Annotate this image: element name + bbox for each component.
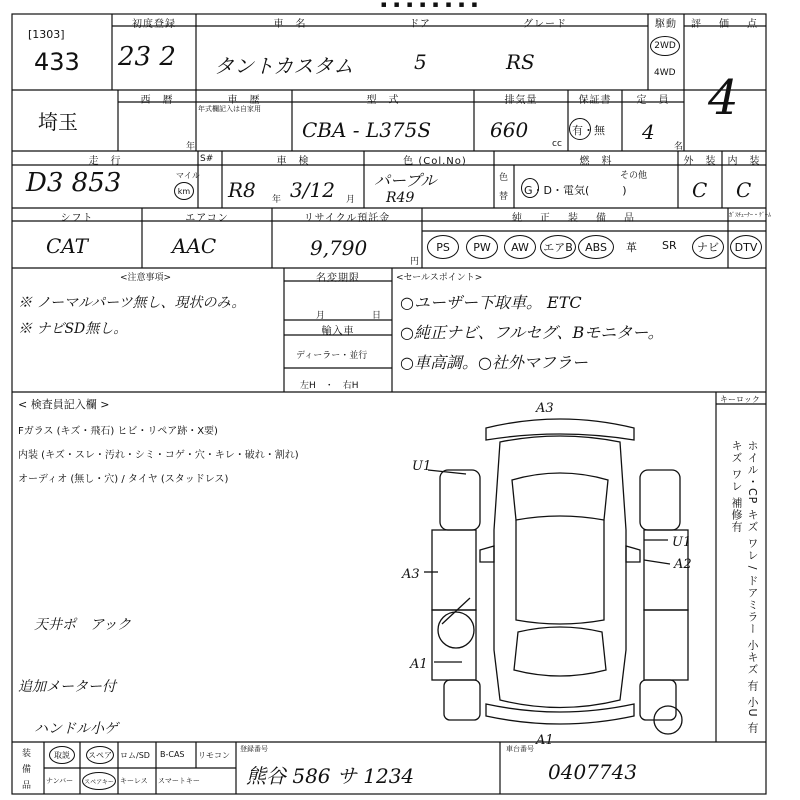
mileage-km: km (174, 182, 194, 200)
dealer-label: ディーラー・並行 (296, 351, 368, 361)
equipment-airbag: エアB (540, 235, 576, 259)
doors-value: 5 (414, 50, 427, 74)
steering-label: 左H ・ 右H (300, 381, 359, 391)
shift-value: CAT (46, 234, 88, 258)
ac-value: AAC (172, 234, 217, 258)
name-change-day: 日 (372, 311, 382, 321)
grade-value: RS (506, 50, 535, 74)
name-change-month: 月 (316, 311, 326, 321)
keylock-label: キーロック (720, 395, 760, 404)
model-value: CBA - L375S (302, 118, 432, 142)
history-note: 年式欄記入は自家用 (198, 105, 261, 113)
name-change-label: 名変期限 (316, 273, 360, 284)
inspection-era: R8 (228, 178, 256, 202)
caution-line-2: ※ ナビSD無し。 (18, 321, 128, 337)
inspection-header: < 検査員記入欄 > (18, 398, 110, 411)
s-label: S# (200, 154, 214, 164)
fuel-value: G・D・電気( ) (524, 184, 627, 197)
color-code: R49 (386, 190, 415, 206)
history-label: 車 歴 (227, 95, 261, 106)
exterior-value: C (692, 178, 708, 202)
audio-tire-line: オーディオ (無し・穴) / タイヤ (スタッドレス) (18, 474, 229, 485)
footer-spare-key: スペアキー (82, 772, 116, 790)
color-side-2: 替 (499, 192, 509, 202)
lot-code: [1303] (28, 28, 65, 41)
equipment-ps: PS (427, 235, 459, 259)
footer-rom-sd: ロム/SD (120, 751, 150, 760)
displacement-label: 排気量 (504, 95, 538, 106)
color-label: 色 (Col.No) (403, 156, 467, 167)
recycle-value: 9,790 (310, 236, 368, 260)
warranty-value: 有・無 (572, 124, 605, 137)
first-reg-value: 23 2 (118, 42, 176, 72)
region-value: 埼玉 (38, 110, 78, 134)
inspection-year-unit: 年 (272, 195, 282, 205)
drive-2wd: 2WD (650, 36, 680, 56)
grade-label: グレード (523, 19, 567, 30)
recycle-unit: 円 (410, 257, 420, 267)
footer-label-1: 装 (22, 749, 32, 759)
hw-note-2: 追加メーター付 (18, 679, 116, 695)
footer-keyless: キーレス (120, 777, 148, 785)
capacity-value: 4 (642, 120, 655, 144)
capacity-unit: 名 (674, 142, 684, 152)
recycle-label: リサイクル預託金 (303, 213, 391, 224)
footer-label-3: 品 (22, 781, 32, 791)
sales-label: <セールスポイント> (396, 273, 483, 283)
western-year-label: 西 暦 (140, 95, 174, 106)
car-name-value: タントカスタム (214, 54, 354, 78)
hw-note-1: 天井ポ アック (34, 617, 132, 633)
chassis-value: 0407743 (548, 760, 638, 784)
mark-u1-right: U1 (672, 535, 692, 550)
reg-number-value: 熊谷 586 サ 1234 (246, 764, 415, 788)
interior-condition-line: 内装 (キズ・スレ・汚れ・シミ・コゲ・穴・キレ・破れ・割れ) (18, 450, 299, 461)
color-side-1: 色 (499, 173, 509, 183)
glass-line: Fガラス (キズ・飛石) ヒビ・リペア跡・X要) (18, 426, 218, 437)
drive-4wd: 4WD (654, 68, 676, 78)
exterior-label: 外 装 (683, 156, 717, 167)
mileage-unit: マイル (176, 171, 200, 180)
side-legend: ホイル・CP キズ ワレ / ドアミラー 小キズ 有 小U 有 キズ ワレ 補修有 (730, 440, 759, 735)
inspection-date: 3/12 (290, 178, 335, 202)
equipment-navi: ナビ (692, 235, 724, 259)
color-value: パープル (374, 171, 437, 190)
mark-a1-left: A1 (410, 657, 428, 672)
chassis-label: 車台番号 (506, 745, 534, 753)
equipment-pw: PW (466, 235, 498, 259)
mark-a1-bottom: A1 (536, 733, 554, 745)
ac-label: エアコン (185, 213, 229, 224)
sales-line-3: ○車高調。○社外マフラー (400, 353, 588, 372)
fuel-other: その他 (620, 171, 648, 181)
interior-value: C (736, 178, 752, 202)
interior-label: 内 装 (727, 156, 761, 167)
displacement-unit: cc (552, 139, 562, 149)
caution-label: <注意事項> (120, 273, 172, 283)
import-label: 輸入車 (321, 326, 355, 337)
hw-note-3: ハンドル小ゲ (34, 721, 118, 737)
equipment-abs: ABS (578, 235, 614, 259)
mileage-label: 走 行 (88, 156, 122, 167)
footer-bcas: B-CAS (160, 750, 185, 759)
capacity-label: 定 員 (636, 95, 670, 106)
shift-label: シフト (60, 213, 94, 224)
equipment-leather: 革 (626, 241, 637, 254)
mark-a3-left: A3 (402, 567, 420, 582)
tuner-label: ｶﾞｽﾁｭｰﾅｰ・ｹﾞｰﾑ (729, 212, 772, 219)
model-label: 型 式 (366, 95, 400, 106)
equipment-label: 純 正 装 備 品 (512, 213, 638, 224)
displacement-value: 660 (490, 118, 529, 142)
equipment-aw: AW (504, 235, 536, 259)
title-fragment: ▪ ▪ ▪ ▪ ▪ ▪ ▪ ▪ (380, 0, 480, 10)
footer-number-plate: ナンバー (46, 777, 74, 785)
car-damage-diagram (400, 400, 720, 745)
caution-line-1: ※ ノーマルパーツ無し、現状のみ。 (18, 295, 246, 311)
doors-label: ドア (409, 19, 431, 30)
inspection-label: 車 検 (276, 156, 310, 167)
inspection-month-unit: 月 (346, 195, 356, 205)
mark-a3-top: A3 (536, 401, 554, 416)
fuel-label: 燃 料 (579, 156, 613, 167)
footer-label-2: 備 (22, 765, 32, 775)
sales-line-1: ○ユーザー下取車。 ETC (400, 293, 582, 312)
equipment-dtv: DTV (730, 235, 762, 259)
mark-u1-left: U1 (412, 459, 432, 474)
rating-value: 4 (708, 70, 739, 126)
footer-remote: リモコン (198, 751, 230, 760)
mark-a2-right: A2 (674, 557, 692, 572)
sales-line-2: ○純正ナビ、フルセグ、Bモニター。 (400, 323, 664, 342)
footer-spare: スペア (86, 746, 114, 764)
western-year-unit: 年 (186, 142, 196, 152)
footer-manual: 取説 (49, 746, 75, 764)
car-name-label: 車 名 (273, 19, 307, 30)
drive-label: 駆動 (655, 19, 677, 30)
first-reg-label: 初度登録 (132, 19, 176, 30)
fuel-gas-circle (521, 178, 539, 198)
mileage-value: D3 853 (26, 168, 122, 198)
footer-smart-key: スマートキー (158, 777, 200, 785)
equipment-sr: SR (662, 239, 677, 252)
warranty-label: 保証書 (578, 95, 612, 106)
reg-number-label: 登録番号 (240, 745, 268, 753)
lot-number: 433 (34, 48, 80, 76)
rating-label: 評 価 点 (691, 19, 761, 30)
warranty-yes-circle (569, 118, 591, 140)
